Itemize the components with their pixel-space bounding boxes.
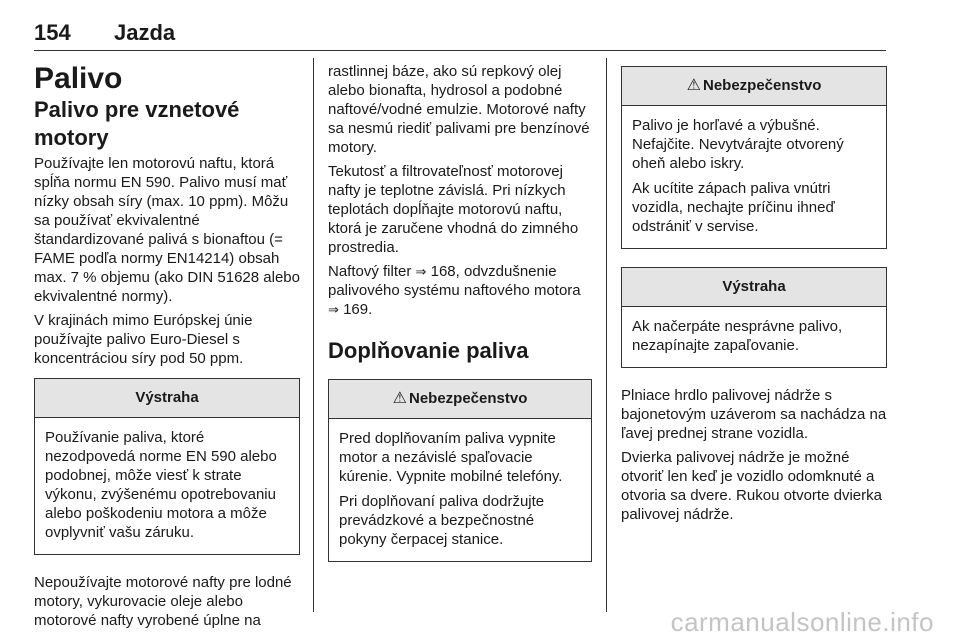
danger-heading: ⚠ Nebezpečenstvo xyxy=(329,380,591,419)
caution-box xyxy=(34,378,300,555)
paragraph: Plniace hrdlo palivovej nádrže s bajonetovým uzáverom sa nachádza na ľavej prednej strane vozidla. xyxy=(621,387,887,442)
danger-heading: ⚠ Nebezpečenstvo xyxy=(622,67,886,106)
section-heading: Palivo pre vznetové motory xyxy=(34,97,240,150)
danger-text: Palivo je horľavé a výbušné. Nefajčite. Nevytvárajte otvorený oheň alebo iskry. xyxy=(632,117,844,172)
column-divider xyxy=(313,58,314,612)
caution-heading: Výstraha xyxy=(622,268,886,307)
page-reference-link[interactable]: 169 xyxy=(343,301,369,318)
column-3 xyxy=(621,66,887,630)
warning-triangle-icon: ⚠ xyxy=(392,390,407,407)
danger-body xyxy=(329,419,591,561)
caution-box xyxy=(621,267,887,368)
paragraph: Tekutosť a filtrovateľnosť motorovej nafty je teplotne závislá. Pri nízkych teplotách dopĺňajte motorovú naftu, ktorá je zaručene vhodná do zimného prostredia. xyxy=(328,163,579,256)
section-title: Jazda xyxy=(114,20,176,45)
page-header xyxy=(34,20,886,51)
caution-text: Ak načerpáte nesprávne palivo, nezapínajte zapaľovanie. xyxy=(632,318,843,354)
paragraph: rastlinnej báze, ako sú repkový olej alebo bionafta, hydrosol a podobné naftové/vodné emulzie. Motorové nafty sa nesmú riediť palivami pre benzínové motory. xyxy=(328,63,590,156)
danger-box xyxy=(328,379,592,562)
warning-triangle-icon: ⚠ xyxy=(686,77,701,94)
danger-text: Pred doplňovaním paliva vypnite motor a nezávislé spaľovacie kúrenie. Vypnite mobilné telefóny. xyxy=(339,430,563,485)
paragraph-references: Naftový filter ⇒ 168, odvzdušnenie palivového systému naftového motora ⇒ 169. xyxy=(328,263,581,318)
paragraph: Dvierka palivovej nádrže je možné otvoriť len keď je vozidlo odomknuté a otvoria sa dvere. Rukou otvorte dvierka palivovej nádrže. xyxy=(621,449,882,523)
danger-text: Pri doplňovaní paliva dodržujte prevádzkové a bezpečnostné pokyny čerpacej stanice. xyxy=(339,493,545,548)
caution-body xyxy=(35,418,299,554)
column-divider xyxy=(606,58,607,612)
column-1 xyxy=(34,62,300,630)
danger-text: Ak ucítite zápach paliva vnútri vozidla, nechajte príčinu ihneď odstrániť v servise. xyxy=(632,180,835,235)
danger-body xyxy=(622,106,886,248)
reference-arrow-icon: ⇒ xyxy=(328,302,339,317)
paragraph: V krajinách mimo Európskej únie používajte palivo Euro-Diesel s koncentráciou síry pod 50 ppm. xyxy=(34,312,253,367)
chapter-title: Palivo xyxy=(34,62,123,95)
column-2 xyxy=(328,62,592,630)
caution-heading: Výstraha xyxy=(35,379,299,418)
caution-body xyxy=(622,307,886,367)
danger-box xyxy=(621,66,887,249)
reference-arrow-icon: ⇒ xyxy=(415,264,427,279)
section-heading: Doplňovanie paliva xyxy=(328,338,529,363)
paragraph: Nepoužívajte motorové nafty pre lodné motory, vykurovacie oleje alebo motorové nafty vyrobené úplne na xyxy=(34,574,292,629)
page-reference-link[interactable]: 168 xyxy=(430,263,456,280)
page-number: 154 xyxy=(34,20,71,45)
watermark: carmanualsonline.info xyxy=(670,607,934,637)
caution-text: Používanie paliva, ktoré nezodpovedá norme EN 590 alebo podobnej, môže viesť k strate výkonu, zvýšenému opotrebovaniu alebo poškodeniu motora a môže ovplyvniť vašu záruku. xyxy=(45,429,277,541)
paragraph: Používajte len motorovú naftu, ktorá spĺňa normu EN 590. Palivo musí mať nízky obsah síry (max. 10 ppm). Môžu sa používať ekvivalentné štandardizované palivá s bionaftou (= FAME podľa normy EN14214) obsah max. 7 % objemu (ako DIN 51628 alebo ekvivalentné normy). xyxy=(34,155,300,305)
